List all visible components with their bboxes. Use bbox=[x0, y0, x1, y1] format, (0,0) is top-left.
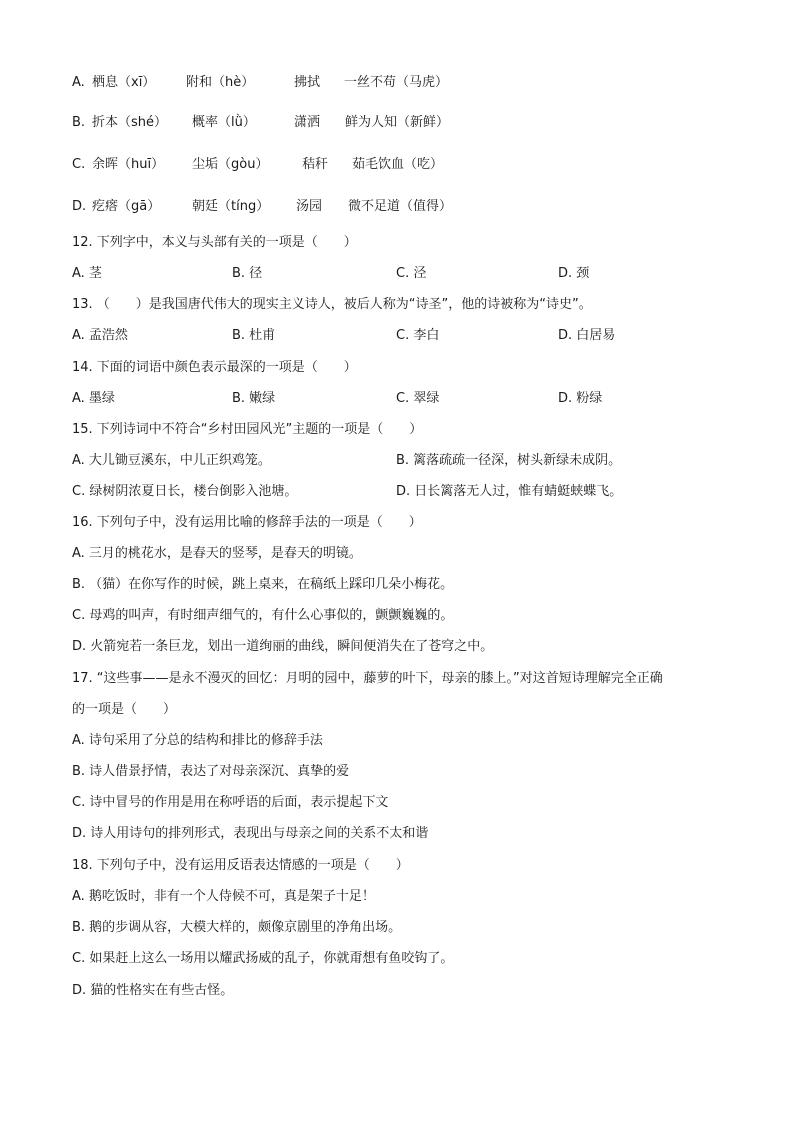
word-item: 拂拭 bbox=[294, 75, 321, 90]
option-label: B. bbox=[72, 115, 86, 130]
word-item: 余晖（huī） bbox=[92, 157, 165, 172]
option-label: D. bbox=[72, 199, 87, 214]
question-15-option-d: D. 日长篱落无人过，惟有蜻蜓蛱蝶飞。 bbox=[396, 484, 623, 499]
question-18-option-c: C. 如果赶上这么一场用以耀武扬威的乱子，你就甭想有鱼咬钩了。 bbox=[72, 951, 454, 966]
question-17-option-d: D. 诗人用诗句的排列形式，表现出与母亲之间的关系不太和谐 bbox=[72, 826, 429, 841]
question-12-option-a: A. 茎 bbox=[72, 266, 102, 281]
question-12-stem: 12. 下列字中，本义与头部有关的一项是（ ） bbox=[72, 235, 357, 250]
word-item: 微不足道（值得） bbox=[348, 199, 453, 214]
question-15-stem: 15. 下列诗词中不符合“乡村田园风光”主题的一项是（ ） bbox=[72, 422, 423, 437]
question-16-option-b: B. （猫）在你写作的时候，跳上桌来，在稿纸上踩印几朵小梅花。 bbox=[72, 577, 454, 592]
question-12-option-d: D. 颈 bbox=[558, 266, 590, 281]
question-15-option-c: C. 绿树阴浓夏日长，楼台倒影入池塘。 bbox=[72, 484, 298, 499]
word-item: 折本（shé） bbox=[92, 115, 168, 130]
option-label: C. bbox=[72, 157, 86, 172]
question-14-option-c: C. 翠绿 bbox=[396, 391, 440, 406]
question-12-option-b: B. 径 bbox=[232, 266, 263, 281]
question-17-option-c: C. 诗中冒号的作用是用在称呼语的后面，表示提起下文 bbox=[72, 795, 389, 810]
question-13-option-a: A. 孟浩然 bbox=[72, 328, 128, 343]
question-18-stem: 18. 下列句子中，没有运用反语表达情感的一项是（ ） bbox=[72, 858, 409, 873]
word-item: 鲜为人知（新鲜） bbox=[345, 115, 450, 130]
question-16-option-a: A. 三月的桃花水，是春天的竖琴，是春天的明镜。 bbox=[72, 546, 362, 561]
question-17-stem: 17. “这些事——是永不漫灭的回忆：月明的园中，藤萝的叶下，母亲的膝上。”对这首短诗理解完全正确 bbox=[72, 671, 663, 686]
word-item: 尘垢（gòu） bbox=[192, 157, 269, 172]
question-17-option-a: A. 诗句采用了分总的结构和排比的修辞手法 bbox=[72, 733, 323, 748]
question-15-option-b: B. 篱落疏疏一径深，树头新绿未成阴。 bbox=[396, 453, 622, 468]
question-13-option-d: D. 白居易 bbox=[558, 328, 616, 343]
question-16-option-d: D. 火箭宛若一条巨龙，划出一道绚丽的曲线，瞬间便消失在了苍穹之中。 bbox=[72, 639, 494, 654]
question-16-option-c: C. 母鸡的叫声，有时细声细气的，有什么心事似的，颤颤巍巍的。 bbox=[72, 608, 454, 623]
question-14-option-b: B. 嫩绿 bbox=[232, 391, 276, 406]
question-14-option-d: D. 粉绿 bbox=[558, 391, 603, 406]
option-label: A. bbox=[72, 75, 85, 90]
word-item: 汤园 bbox=[296, 199, 323, 214]
word-item: 秸秆 bbox=[302, 157, 329, 172]
word-item: 朝廷（tíng） bbox=[192, 199, 270, 214]
question-18-option-b: B. 鹅的步调从容，大模大样的，颇像京剧里的净角出场。 bbox=[72, 920, 402, 935]
question-17-stem-continued: 的一项是（ ） bbox=[72, 702, 177, 717]
question-17-option-b: B. 诗人借景抒情，表达了对母亲深沉、真挚的爱 bbox=[72, 764, 350, 779]
question-13-option-b: B. 杜甫 bbox=[232, 328, 276, 343]
word-item: 附和（hè） bbox=[186, 75, 255, 90]
word-item: 潇洒 bbox=[294, 115, 321, 130]
word-item: 一丝不苟（马虎） bbox=[344, 75, 449, 90]
question-15-option-a: A. 大儿锄豆溪东，中儿正织鸡笼。 bbox=[72, 453, 271, 468]
question-13-stem: 13. （ ）是我国唐代伟大的现实主义诗人，被后人称为“诗圣”，他的诗被称为“诗史”。 bbox=[72, 297, 592, 312]
word-item: 概率（lǜ） bbox=[192, 115, 256, 130]
question-18-option-a: A. 鹅吃饭时，非有一个人侍候不可，真是架子十足！ bbox=[72, 889, 375, 904]
question-16-stem: 16. 下列句子中，没有运用比喻的修辞手法的一项是（ ） bbox=[72, 515, 422, 530]
word-item: 栖息（xī） bbox=[92, 75, 156, 90]
question-13-option-c: C. 李白 bbox=[396, 328, 440, 343]
word-item: 疙瘩（gā） bbox=[92, 199, 161, 214]
question-14-option-a: A. 墨绿 bbox=[72, 391, 115, 406]
word-item: 茹毛饮血（吃） bbox=[352, 157, 444, 172]
question-18-option-d: D. 猫的性格实在有些古怪。 bbox=[72, 983, 234, 998]
question-12-option-c: C. 泾 bbox=[396, 266, 427, 281]
question-14-stem: 14. 下面的词语中颜色表示最深的一项是（ ） bbox=[72, 360, 357, 375]
